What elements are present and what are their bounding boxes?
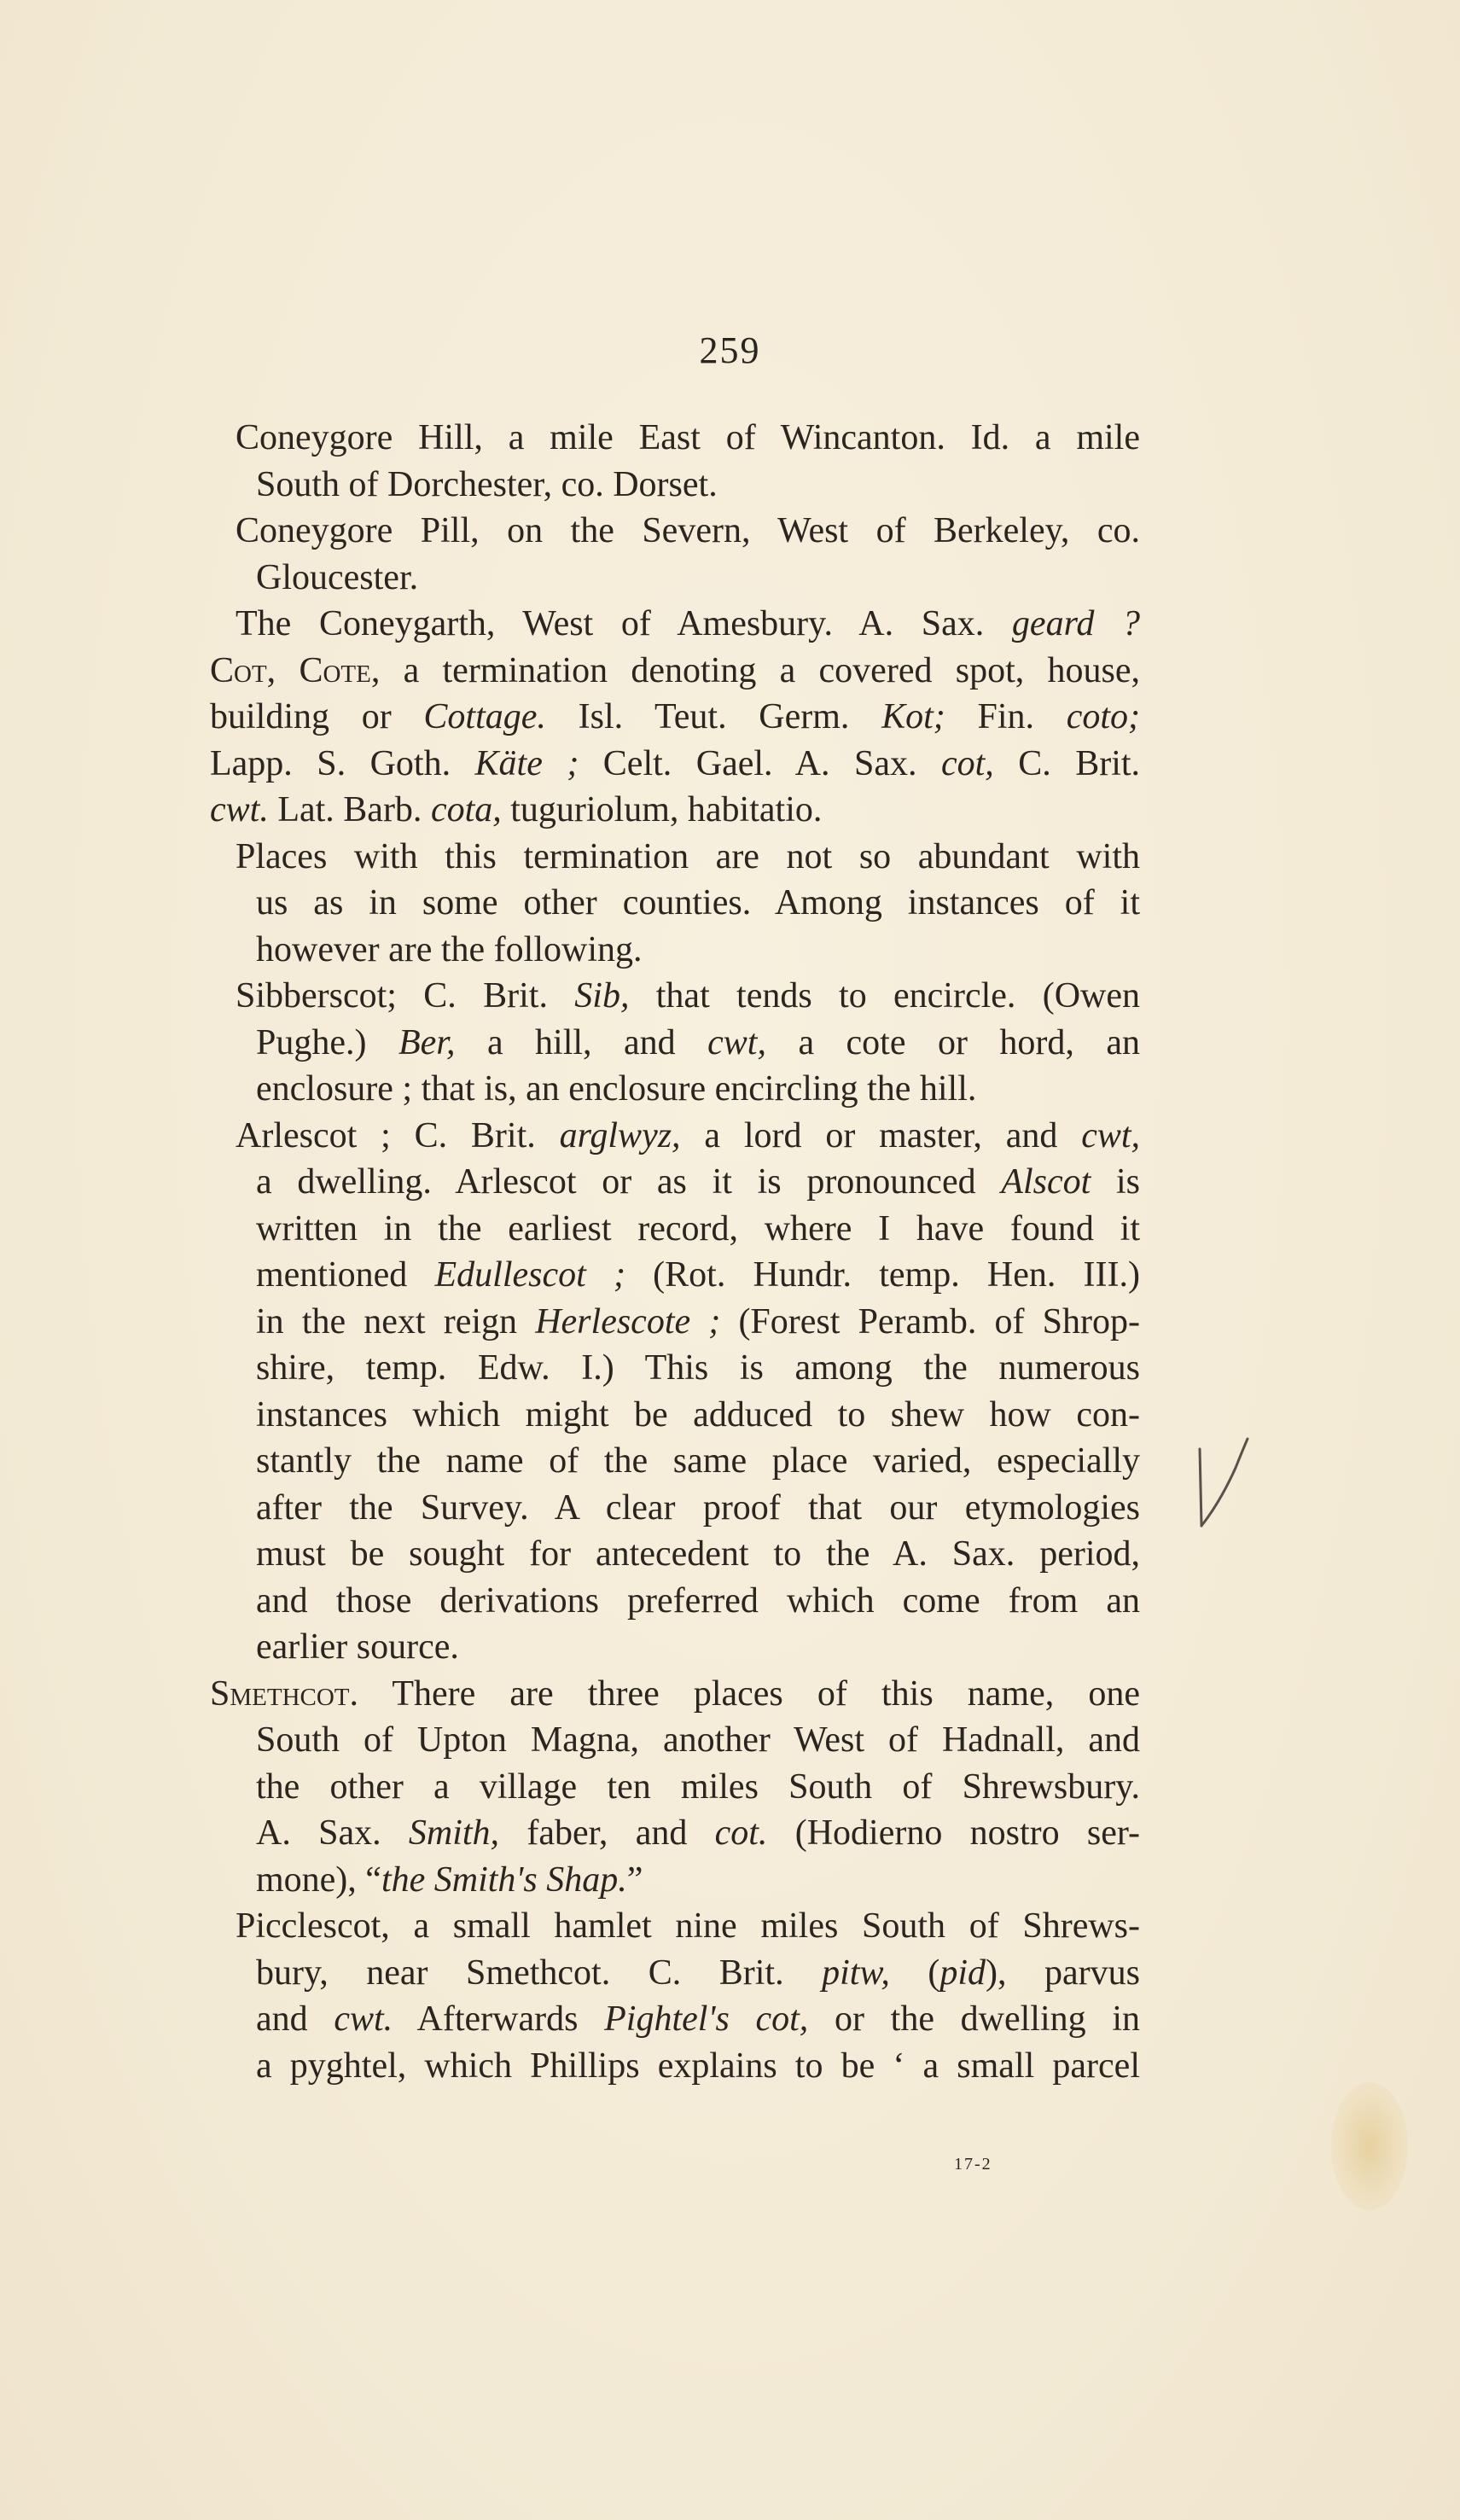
text-line: Picclescot, a small hamlet nine miles South of Shrews- <box>236 1906 1140 1946</box>
text-line: written in the earliest record, where I have found it <box>256 1208 1140 1248</box>
text-line: Lapp. S. Goth. Käte ; Celt. Gael. A. Sax. cot, C. Brit. <box>210 743 1141 783</box>
text-line: building or Cottage. Isl. Teut. Germ. Kot; Fin. coto; <box>210 697 1141 736</box>
text-line: and cwt. Afterwards Pightel's cot, or the dwelling in <box>256 1999 1140 2039</box>
text-line: bury, near Smethcot. C. Brit. pitw, (pid), parvus <box>256 1953 1141 1993</box>
signature-mark: 17-2 <box>954 2155 992 2174</box>
text-line: The Coneygarth, West of Amesbury. A. Sax. geard ? <box>236 604 1140 643</box>
body-text <box>210 415 1140 2089</box>
text-line: instances which might be adduced to shew how con- <box>256 1394 1140 1435</box>
text-line: us as in some other counties. Among instances of it <box>256 883 1140 922</box>
text-line: Gloucester. <box>256 557 419 597</box>
text-line: however are the following. <box>256 929 643 969</box>
text-line: South of Upton Magna, another West of Hadnall, and <box>256 1720 1140 1760</box>
text-line: mone), “the Smith's Shap.” <box>256 1859 643 1900</box>
text-line: mentioned Edullescot ; (Rot. Hundr. temp. Hen. III.) <box>256 1255 1141 1295</box>
text-line: Pughe.) Ber, a hill, and cwt, a cote or hord, an <box>256 1022 1141 1062</box>
text-line: the other a village ten miles South of Shrewsbury. <box>256 1766 1140 1807</box>
text-line: Coneygore Hill, a mile East of Wincanton. Id. a mile <box>236 418 1140 457</box>
text-line: Coneygore Pill, on the Severn, West of Berkeley, co. <box>236 511 1140 550</box>
text-line: Smethcot. There are three places of this name, one <box>210 1673 1140 1714</box>
text-line: a dwelling. Arlescot or as it is pronounced Alscot is <box>256 1162 1140 1202</box>
entry-headword: Cot, Cote <box>210 650 371 690</box>
text-line: South of Dorchester, co. Dorset. <box>256 464 718 504</box>
text-line: Arlescot ; C. Brit. arglwyz, a lord or master, and cwt, <box>236 1115 1141 1155</box>
margin-check-mark <box>1195 1434 1254 1536</box>
text-line: Places with this termination are not so abundant with <box>236 836 1140 876</box>
text-line: enclosure ; that is, an enclosure encircling the hill. <box>256 1069 977 1109</box>
text-line: and those derivations preferred which come from an <box>256 1580 1140 1621</box>
text-line: stantly the name of the same place varied, especially <box>256 1441 1140 1481</box>
page-number: 259 <box>699 329 761 371</box>
entry-headword: Smethcot. <box>210 1673 359 1714</box>
text-line: after the Survey. A clear proof that our etymologies <box>256 1487 1140 1528</box>
text-line: Sibberscot; C. Brit. Sib, that tends to encircle. (Owen <box>236 976 1140 1016</box>
text-line: Cot, Cote, a termination denoting a covered spot, house, <box>210 650 1140 690</box>
text-line: a pyghtel, which Phillips explains to be ‘ a small parcel <box>256 2046 1140 2086</box>
paper-stain <box>1331 2082 1408 2210</box>
text-line: in the next reign Herlescote ; (Forest Peramb. of Shrop- <box>256 1301 1140 1341</box>
text-line: earlier source. <box>256 1627 459 1667</box>
text-line: A. Sax. Smith, faber, and cot. (Hodierno nostro ser- <box>256 1813 1141 1853</box>
text-line: must be sought for antecedent to the A. Sax. period, <box>256 1534 1140 1574</box>
text-line: cwt. Lat. Barb. cota, tuguriolum, habitatio. <box>210 790 823 829</box>
text-line: shire, temp. Edw. I.) This is among the numerous <box>256 1348 1140 1388</box>
